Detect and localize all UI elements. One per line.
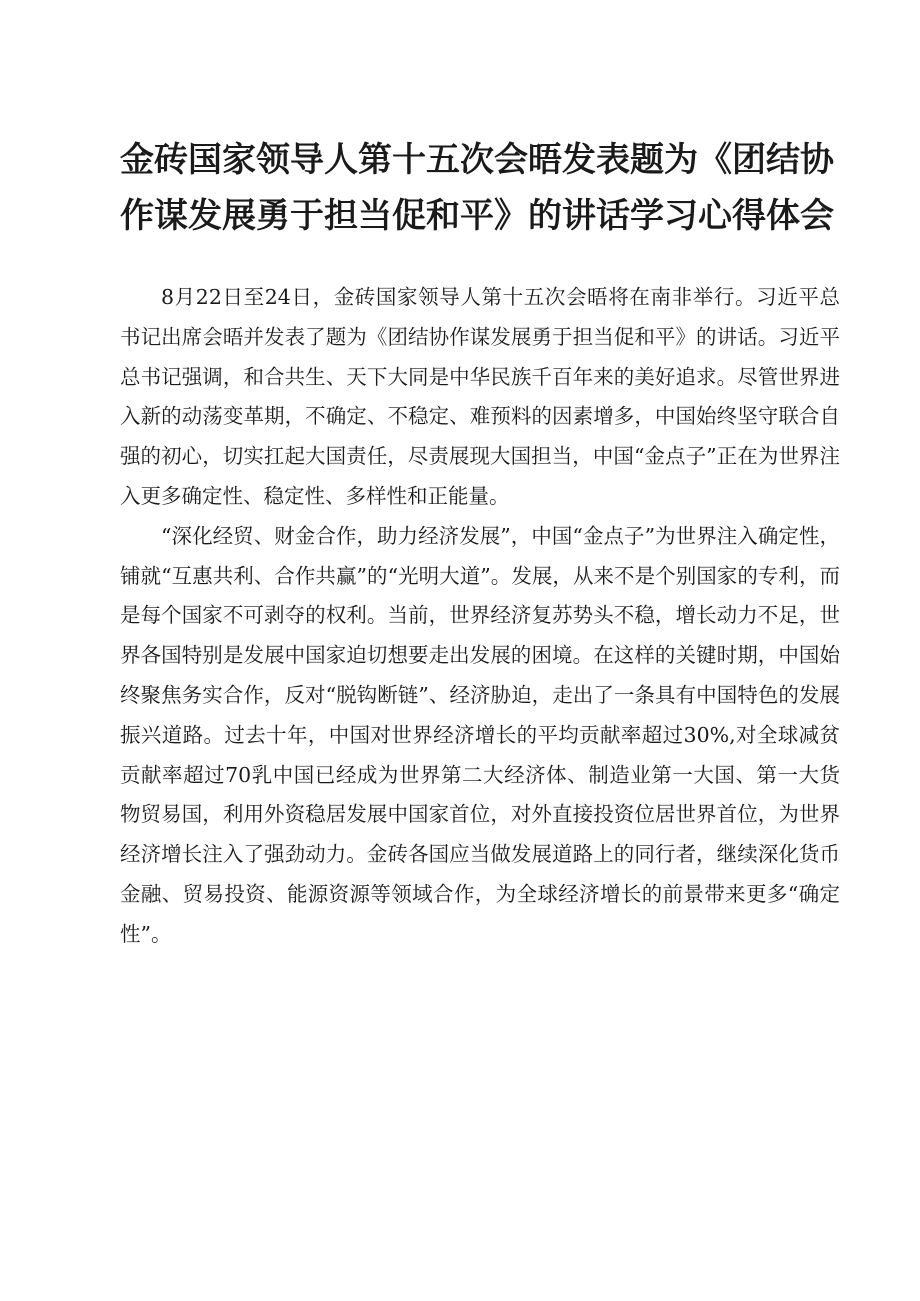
paragraph-1: 8月22日至24日，金砖国家领导人第十五次会晤将在南非举行。习近平总书记出席会晤并发表了题为《团结协作谋发展勇于担当促和平》的讲话。习近平总书记强调，和合共生、天下大同是中华民族千百年来的美好追求。尽管世界进入新的动荡变革期，不确定、不稳定、难预料的因素增多，中国始终坚守联合自强的初心，切实扛起大国责任，尽责展现大国担当，中国“金点子”正在为世界注入更多确定性、稳定性、多样性和正能量。 — [120, 285, 840, 508]
document-body — [120, 278, 840, 955]
document-title — [120, 132, 834, 244]
title-line-2: 作谋发展勇于担当促和平》的讲话学习心得体会 — [120, 196, 834, 236]
paragraph-2: “深化经贸、财金合作，助力经济发展”，中国“金点子”为世界注入确定性，铺就“互惠共利、合作共赢”的“光明大道”。发展，从来不是个别国家的专利，而是每个国家不可剥夺的权利。当前，世界经济复苏势头不稳，增长动力不足，世界各国特别是发展中国家迫切想要走出发展的困境。在这样的关键时期，中国始终聚焦务实合作，反对“脱钩断链”、经济胁迫，走出了一条具有中国特色的发展振兴道路。过去十年，中国对世界经济增长的平均贡献率超过30%,对全球减贫贡献率超过70乳中国已经成为世界第二大经济体、制造业第一大国、第一大货物贸易国，利用外资稳居发展中国家首位，对外直接投资位居世界首位，为世界经济增长注入了强劲动力。金砖各国应当做发展道路上的同行者，继续深化货币金融、贸易投资、能源资源等领域合作，为全球经济增长的前景带来更多“确定性”。 — [120, 523, 840, 946]
title-line-1: 金砖国家领导人第十五次会晤发表题为《团结协 — [120, 140, 834, 180]
